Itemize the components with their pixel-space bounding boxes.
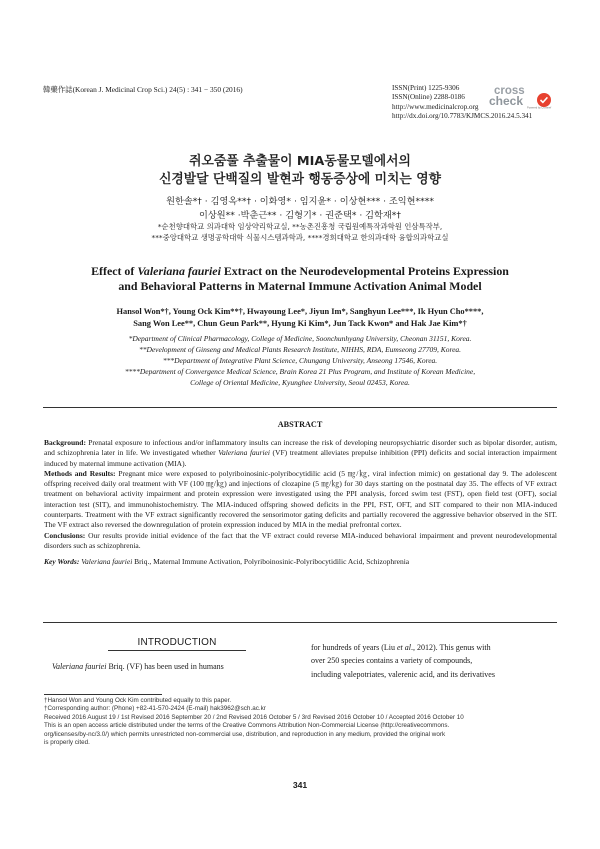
abstract-bottom-rule [43, 622, 557, 623]
key-words: Key Words: Valeriana fauriei Briq., Maternal Immune Activation, Polyriboinosinic-Polyribocytidilic Acid, Schizophrenia [44, 557, 410, 567]
abstract-heading: ABSTRACT [277, 420, 323, 429]
english-title-line2: and Behavioral Patterns in Maternal Immune Activation Animal Model [118, 279, 482, 293]
korean-authors-line2: 이상원** ·박춘근** · 김형기* · 권준택* · 김학재*† [198, 210, 401, 221]
korean-title-line1: 쥐오줌풀 추출물이 MIA동물모델에서의 [189, 154, 411, 169]
korean-authors-line1: 원한솔*† · 김영옥**† · 이화영* · 임지윤* · 이상현*** · 조익현**** [166, 196, 434, 207]
svg-text:Powered by Crossref: Powered by Crossref [527, 106, 552, 109]
introduction-underline [108, 650, 246, 651]
footnote-equal-contribution: †Hansol Won and Young Ock Kim contributed equally to this paper. [44, 697, 232, 704]
intro-right-line3: including valepotriates, valerenic acid, and its derivatives [311, 669, 495, 679]
abstract-body [44, 438, 557, 568]
footnote-received: Received 2016 August 19 / 1st Revised 2016 September 20 / 2nd Revised 2016 October 5 / 3rd Revised 2016 October 10 / Accepted 2016 October 10 [44, 713, 464, 721]
svg-text:cross: cross [494, 85, 525, 97]
english-title-line1: Effect of Valeriana fauriei Extract on the Neurodevelopmental Proteins Expression [91, 264, 509, 278]
korean-affiliation-line1: *순천향대학교 의과대학 임상약리학교실, **농촌진흥청 국립원예특작과학원 인삼특작부, [157, 222, 443, 231]
introduction-right-column [311, 641, 557, 681]
footnotes [44, 697, 557, 747]
journal-url[interactable]: http://www.medicinalcrop.org [392, 102, 479, 111]
footnote-corresponding-author: †Corresponding author: (Phone) +82-41-570-2424 (E-mail) hak3962@sch.ac.kr [44, 705, 266, 713]
crossmark-icon [487, 83, 555, 109]
abstract-background: Background: Prenatal exposure to infectious and/or inflammatory insults can increase the risk of developing neuropsychiatric disorder such as bipolar disorder, autism, and schizophrenia later in life. We investigated whether Valeriana fauriei (VF) treatment alleviates prepulse inhibition (PPI) deficits and social interaction impairment induced by maternal immune activation (MIA). [44, 438, 557, 468]
doi-link[interactable]: http://dx.doi.org/10.7783/KJMCS.2016.24.5.341 [392, 112, 533, 121]
intro-right-line1: for hundreds of years (Liu et al., 2012). This genus with [311, 643, 491, 652]
footnote-license-line3: is properly cited. [44, 739, 90, 747]
korean-title-line2: 신경발달 단백질의 발현과 행동증상에 미치는 영향 [159, 172, 441, 187]
english-affiliation-line4: ****Department of Convergence Medical Science, Brain Korea 21 Plus Program, and Institute of Korean Medicine, [124, 367, 476, 376]
journal-reference: 韓藥作誌(Korean J. Medicinal Crop Sci.) 24(5) : 341 − 350 (2016) [43, 85, 243, 94]
english-affiliation-line3: ***Department of Integrative Plant Science, Chungang University, Anseong 17546, Korea. [162, 356, 438, 365]
abstract-methods: Methods and Results: Pregnant mice were exposed to polyriboinosinic-polyribocytidilic acid (5 ㎎/㎏, viral infection mimic) on gestational day 9. The adolescent offspring received daily oral treatment with VF (100 ㎎/㎏) and injections of clozapine (5 ㎎/㎏) for 30 days starting on the postnatal day 35. The effects of VF extract treatment on behavioral activity impairment and protein expression were investigated using the PPI analysis, forced swim test (FST), open field test (OFT), social interaction test (SIT), and immunohistochemistry. The MIA-induced offspring showed deficits in the PPI, FST, OFT, and SIT compared to their non MIA-induced counterparts. Treatment with the VF extract significantly recovered the sensorimotor gating deficits and partially recovered the aggressive behavior observed in the SIT. The VF extract also reversed the downregulation of protein expression induced by MIA in the medial prefrontal cortex. [44, 468, 558, 530]
english-affiliation-line1: *Department of Clinical Pharmacology, College of Medicine, Soonchunhyang University, Cheonan 31151, Korea. [128, 334, 472, 343]
introduction-left-column: Valeriana fauriei Briq. (VF) has been used in humans [52, 662, 224, 671]
footnote-license-line2: org/licenses/by-nc/3.0/) which permits unrestricted non-commercial use, distribution, and reproduction in any medium, provided the original work [44, 730, 446, 738]
abstract-conclusions: Conclusions: Our results provide initial evidence of the fact that the VF extract could reverse MIA-induced behavioral impairment and prevent neurodevelopmental disorders such as schizophrenia. [44, 530, 557, 550]
issn-print: ISSN(Print) 1225-9306 [392, 84, 460, 92]
korean-affiliation-line2: ***중앙대학교 생명공학대학 식물시스템과학과, ****경희대학교 한의과대학 융합의과학교실 [151, 233, 449, 242]
introduction-heading: INTRODUCTION [137, 637, 217, 648]
page-number: 341 [292, 780, 308, 790]
issn-online: ISSN(Online) 2288-0186 [392, 93, 465, 102]
english-authors-line1: Hansol Won*†, Young Ock Kim**†, Hwayoung Lee*, Jiyun Im*, Sanghyun Lee***, Ik Hyun Cho****, [116, 307, 484, 316]
intro-right-line2: over 250 species contains a variety of compounds, [311, 656, 473, 666]
english-affiliation-line5: College of Oriental Medicine, Kyunghee University, Seoul 02453, Korea. [190, 378, 410, 387]
svg-text:check: check [489, 94, 524, 108]
abstract-top-rule [43, 407, 557, 408]
footnote-license-line1: This is an open access article distributed under the terms of the Creative Commons Attribution Non-Commercial License (http://creativecommons. [44, 722, 450, 730]
footnote-rule [44, 694, 162, 695]
english-affiliation-line2: **Development of Ginseng and Medical Plants Research Institute, NIHHS, RDA, Eumseong 27709, Korea. [138, 345, 462, 354]
crossmark-logo[interactable] [487, 83, 555, 109]
english-authors-line2: Sang Won Lee**, Chun Geun Park**, Hyung Ki Kim*, Jun Tack Kwon* and Hak Jae Kim*† [133, 319, 467, 328]
